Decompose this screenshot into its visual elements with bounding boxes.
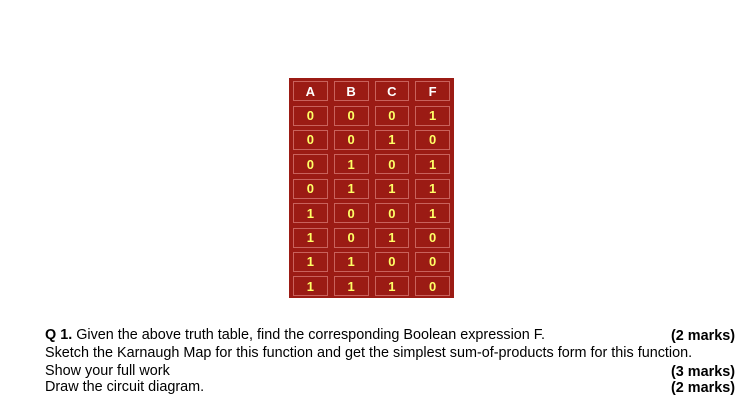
table-cell: 0: [375, 106, 410, 126]
question-number: Q 1.: [45, 327, 73, 343]
truth-table: [289, 78, 454, 298]
truth-table-header: [290, 79, 453, 103]
question-text-3: Show your full work: [45, 363, 170, 379]
table-cell: 1: [375, 179, 410, 199]
question-line-1: [45, 326, 735, 344]
table-row: [290, 128, 453, 152]
table-cell: 0: [334, 130, 369, 150]
table-cell: 1: [293, 228, 328, 248]
table-cell: 0: [415, 130, 450, 150]
table-cell: 0: [415, 228, 450, 248]
table-cell: 0: [293, 130, 328, 150]
table-row: [290, 103, 453, 127]
table-cell: 0: [375, 252, 410, 272]
table-cell: 1: [334, 179, 369, 199]
table-cell: 1: [375, 228, 410, 248]
header-cell-a: A: [293, 81, 328, 101]
table-cell: 0: [334, 203, 369, 223]
table-cell: 0: [334, 228, 369, 248]
table-cell: 1: [415, 106, 450, 126]
table-cell: 1: [293, 252, 328, 272]
table-cell: 0: [415, 276, 450, 296]
table-cell: 0: [334, 106, 369, 126]
table-row: [290, 250, 453, 274]
question-block: [45, 326, 735, 396]
table-cell: 1: [293, 276, 328, 296]
table-cell: 0: [293, 179, 328, 199]
table-row: [290, 177, 453, 201]
table-cell: 1: [415, 203, 450, 223]
table-cell: 1: [415, 154, 450, 174]
marks-label-4: (2 marks): [671, 380, 735, 396]
table-row: [290, 201, 453, 225]
question-text-1: Given the above truth table, find the corresponding Boolean expression F.: [76, 327, 545, 343]
header-cell-c: C: [375, 81, 410, 101]
question-line-2: [45, 344, 735, 362]
table-cell: 1: [334, 252, 369, 272]
marks-label-3: (3 marks): [671, 364, 735, 380]
table-cell: 0: [415, 252, 450, 272]
question-line-3: [45, 362, 735, 378]
table-cell: 1: [415, 179, 450, 199]
table-cell: 0: [375, 203, 410, 223]
table-row: [290, 274, 453, 298]
table-cell: 1: [293, 203, 328, 223]
question-text-4: Draw the circuit diagram.: [45, 379, 205, 395]
table-cell: 1: [334, 154, 369, 174]
question-text-2: Sketch the Karnaugh Map for this function and get the simplest sum-of-products form for this function.: [45, 345, 693, 361]
table-cell: 0: [375, 154, 410, 174]
header-cell-b: B: [334, 81, 369, 101]
table-row: [290, 225, 453, 249]
marks-label-1: (2 marks): [671, 328, 735, 344]
table-cell: 1: [334, 276, 369, 296]
table-cell: 1: [375, 276, 410, 296]
question-line-4: [45, 378, 735, 396]
table-row: [290, 152, 453, 176]
header-cell-f: F: [415, 81, 450, 101]
table-cell: 0: [293, 154, 328, 174]
table-cell: 1: [375, 130, 410, 150]
table-cell: 0: [293, 106, 328, 126]
